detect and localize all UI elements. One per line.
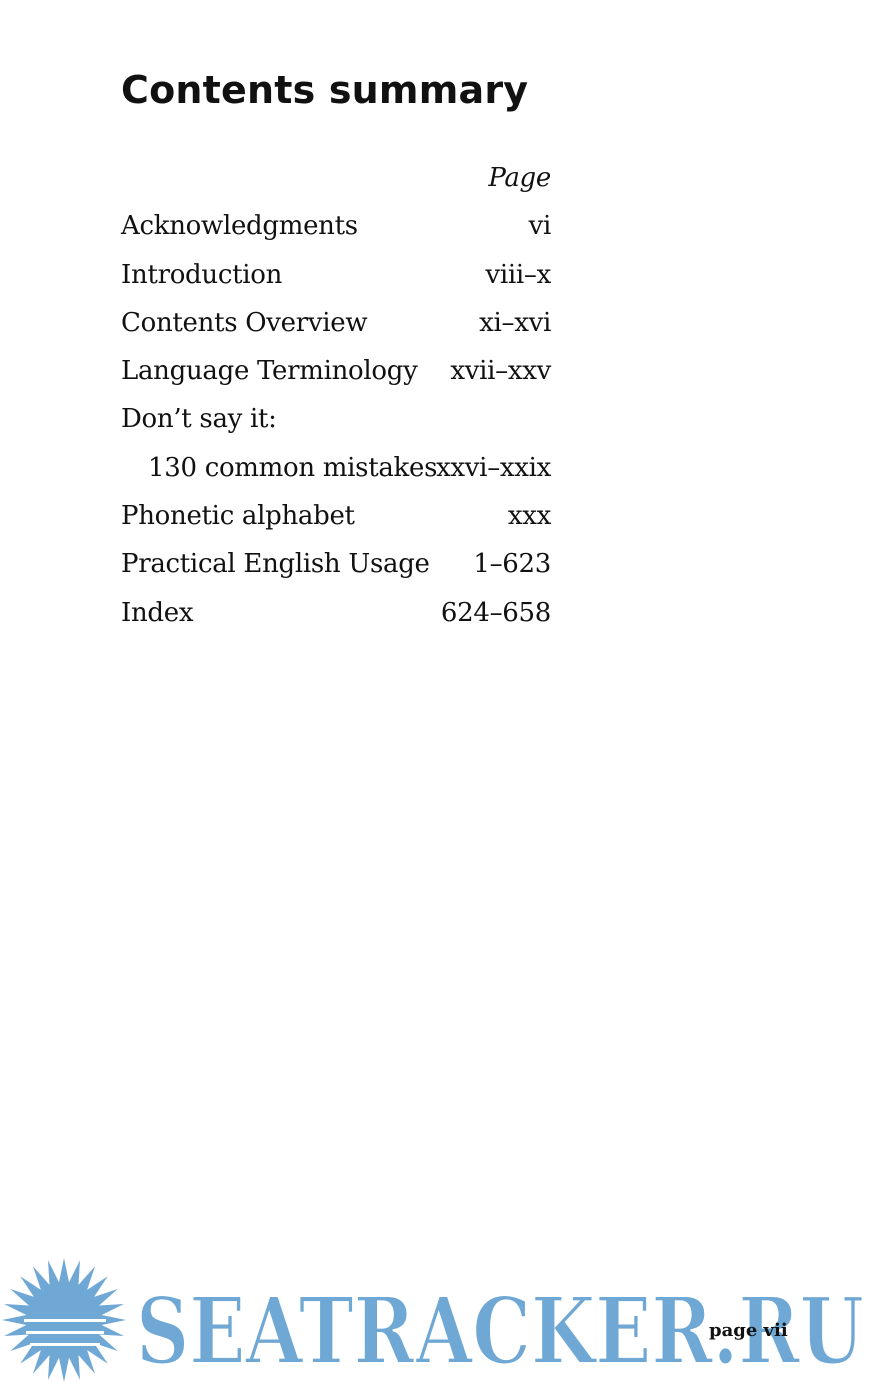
toc-entry-page: xxx (507, 501, 551, 532)
toc-entry-label: Don’t say it: (121, 404, 277, 435)
toc-row-introduction (121, 257, 551, 305)
toc-entry-label: Language Terminology (121, 356, 418, 387)
toc-row-contents-overview (121, 305, 551, 353)
toc-row-practical-english-usage (121, 546, 551, 594)
toc-entry-label: Acknowledgments (121, 211, 358, 242)
toc-row-index (121, 595, 551, 643)
toc-row-common-mistakes (121, 450, 551, 498)
toc-entry-page: xxvi–xxix (436, 452, 551, 483)
toc-entry-page: vi (528, 211, 551, 242)
toc-entry-label: 130 common mistakes (148, 452, 438, 483)
toc-entry-label: Index (121, 597, 194, 628)
toc-row-acknowledgments (121, 208, 551, 256)
page-column-header: Page (488, 163, 551, 193)
toc-entry-page: 624–658 (440, 597, 551, 628)
toc-entry-label: Practical English Usage (121, 549, 430, 580)
toc-row-language-terminology (121, 353, 551, 401)
toc-entry-label: Contents Overview (121, 307, 368, 338)
toc-entry-page: 1–623 (473, 549, 551, 580)
toc-row-phonetic-alphabet (121, 498, 551, 546)
toc-entry-label: Phonetic alphabet (121, 501, 355, 532)
contents-table (121, 160, 551, 643)
toc-entry-page: xvii–xxv (450, 356, 551, 387)
sun-icon (2, 1258, 126, 1382)
page-title: Contents summary (121, 68, 529, 112)
toc-entry-label: Introduction (121, 259, 283, 290)
watermark-text: SEATRACKER.RU (136, 1277, 864, 1385)
page-number: page vii (709, 1320, 788, 1341)
toc-row-dont-say-it (121, 401, 551, 449)
toc-header-row (121, 160, 551, 208)
toc-entry-page: viii–x (485, 259, 551, 290)
toc-entry-page: xi–xvi (479, 307, 551, 338)
